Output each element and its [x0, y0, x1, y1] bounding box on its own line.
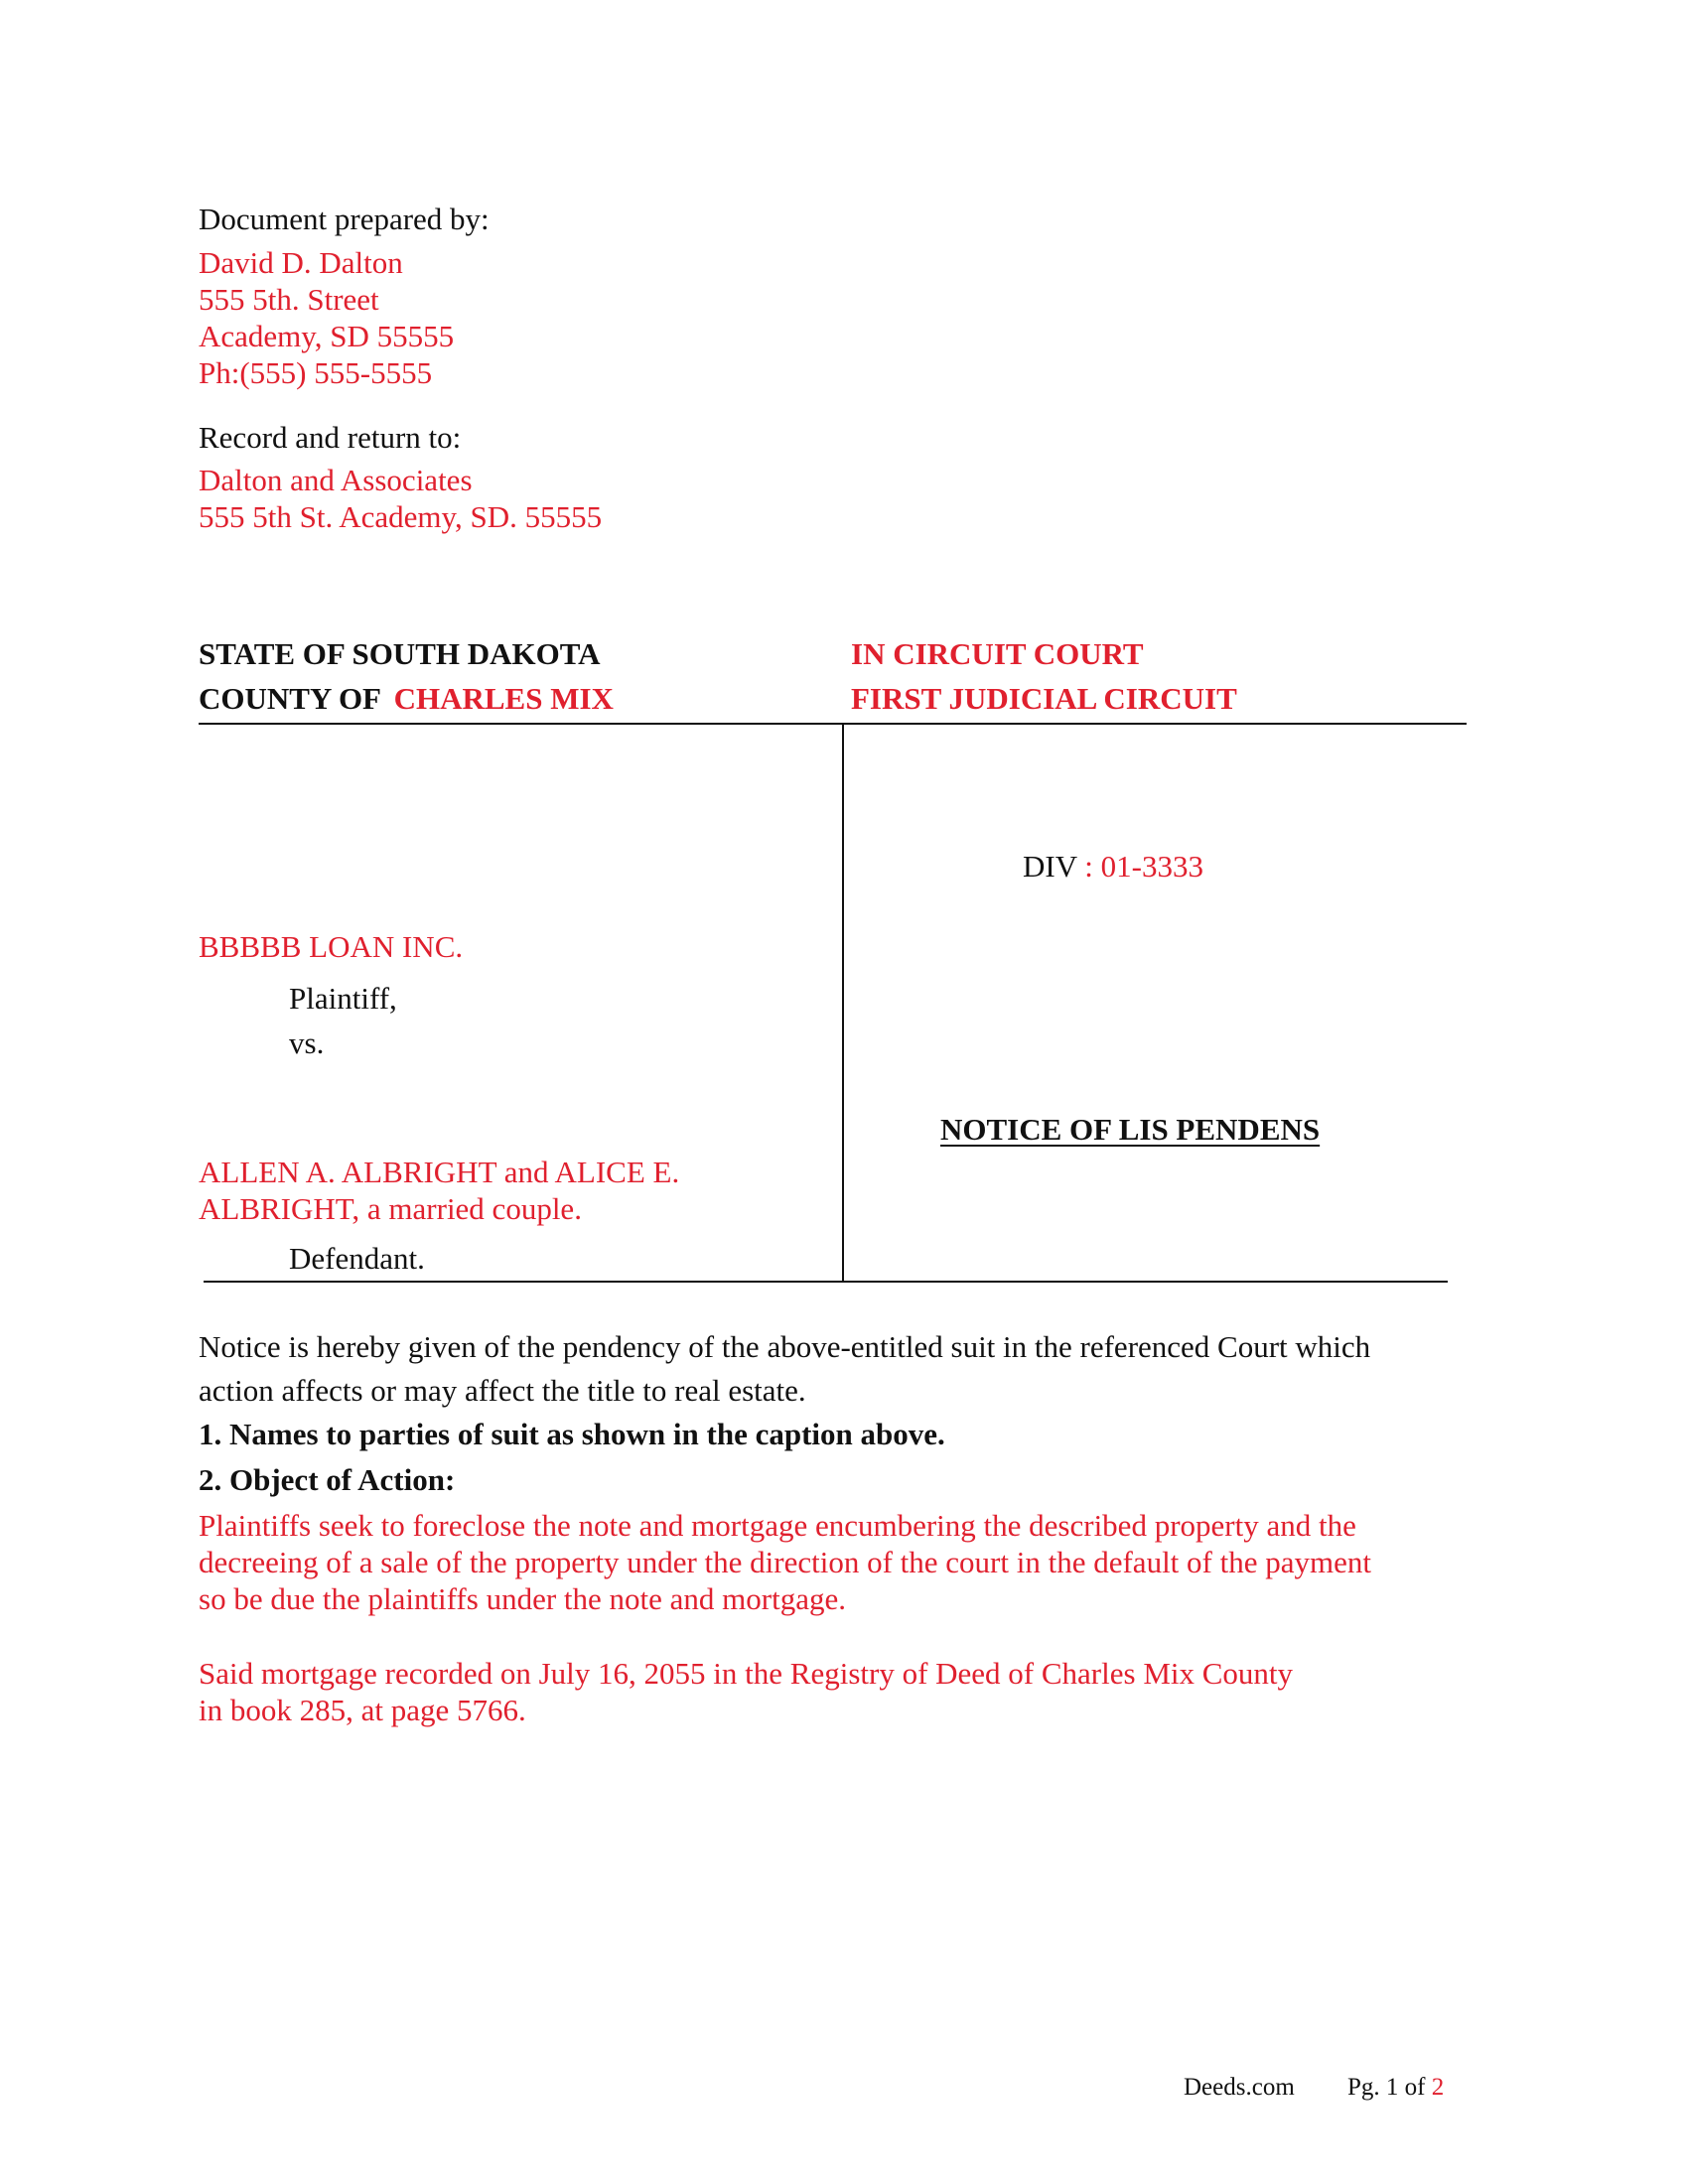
- object-line-2: decreeing of a sale of the property under the direction of the court in the default of the payment: [199, 1545, 1371, 1579]
- item-1: 1. Names to parties of suit as shown in the caption above.: [199, 1417, 945, 1451]
- div-label: DIV: [1023, 849, 1077, 884]
- object-line-3: so be due the plaintiffs under the note and mortgage.: [199, 1581, 846, 1616]
- page-total: 2: [1431, 2074, 1445, 2101]
- return-to-name: Dalton and Associates: [199, 463, 473, 497]
- preparer-name: David D. Dalton: [199, 245, 403, 280]
- preparer-city: Academy, SD 55555: [199, 319, 455, 353]
- plaintiff-name: BBBBB LOAN INC.: [199, 929, 464, 964]
- caption-top-rule: [199, 723, 1467, 725]
- page-label: Pg. 1 of: [1347, 2074, 1426, 2101]
- caption-court: IN CIRCUIT COURT: [851, 636, 1144, 671]
- mortgage-line-2: in book 285, at page 5766.: [199, 1693, 526, 1727]
- caption-state: STATE OF SOUTH DAKOTA: [199, 636, 601, 671]
- notice-title: NOTICE OF LIS PENDENS: [940, 1112, 1321, 1147]
- defendant-role: Defendant.: [289, 1241, 425, 1276]
- caption-bottom-rule: [204, 1281, 1448, 1283]
- county-name: CHARLES MIX: [393, 681, 614, 716]
- notice-line-1: Notice is hereby given of the pendency of the above-entitled suit in the referenced Court which: [199, 1329, 1371, 1364]
- plaintiff-role: Plaintiff,: [289, 981, 397, 1016]
- versus: vs.: [289, 1025, 325, 1060]
- defendant-line-1: ALLEN A. ALBRIGHT and ALICE E.: [199, 1155, 680, 1189]
- prepared-by-label: Document prepared by:: [199, 202, 490, 236]
- county-label: COUNTY OF: [199, 681, 380, 716]
- footer-page-number: [1347, 2073, 1444, 2103]
- mortgage-line-1: Said mortgage recorded on July 16, 2055 in the Registry of Deed of Charles Mix County: [199, 1656, 1294, 1691]
- div-number-line: [1023, 848, 1203, 885]
- return-to-label: Record and return to:: [199, 420, 462, 455]
- div-number: 01-3333: [1100, 849, 1203, 884]
- div-separator: :: [1084, 849, 1093, 884]
- return-to-address: 555 5th St. Academy, SD. 55555: [199, 499, 603, 534]
- caption-county: [199, 680, 614, 717]
- caption-circuit: FIRST JUDICIAL CIRCUIT: [851, 681, 1237, 716]
- preparer-phone: Ph:(555) 555-5555: [199, 355, 433, 390]
- item-2: 2. Object of Action:: [199, 1462, 456, 1497]
- footer-brand: Deeds.com: [1184, 2074, 1295, 2101]
- object-line-1: Plaintiffs seek to foreclose the note and mortgage encumbering the described property and the: [199, 1508, 1356, 1543]
- caption-vertical-rule: [842, 725, 844, 1283]
- preparer-street: 555 5th. Street: [199, 282, 379, 317]
- notice-line-2: action affects or may affect the title to real estate.: [199, 1373, 806, 1408]
- defendant-line-2: ALBRIGHT, a married couple.: [199, 1191, 582, 1226]
